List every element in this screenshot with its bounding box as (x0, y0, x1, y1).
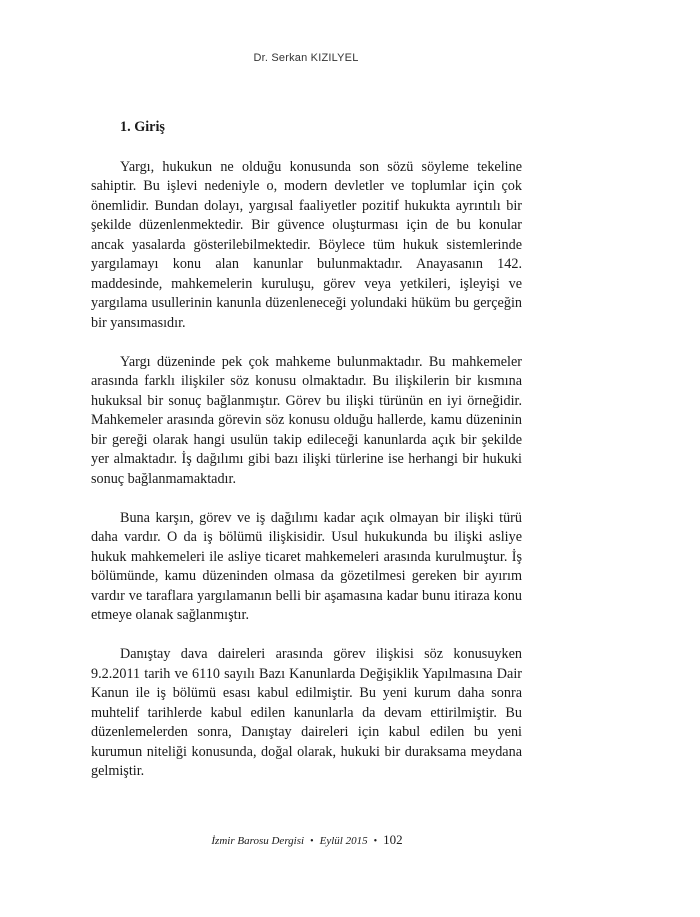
body-text (91, 118, 522, 801)
section-heading: 1. Giriş (120, 119, 165, 135)
footer-separator: • (373, 836, 378, 847)
paragraph-1: Yargı, hukukun ne olduğu konusunda son sözü söyleme tekeline sahiptir. Bu işlevi nedeniyle o, modern devletler ve toplumlar için çok önemlidir. Bundan dolayı, yargısal faaliyetler pozitif hukukta ayrıntılı bir şekilde düzenlenmektedir. Bir güvence oluşturması için de bu konular ancak yasalarda gösterilebilmektedir. Böylece tüm hukuk sistemlerinde yargılamayı konu alan kanunlar bulunmaktadır. Anayasanın 142. maddesinde, mahkemelerin kuruluşu, görev veya yetkileri, işleyişi ve yargılama usullerinin kanunla düzenleneceği yolundaki hüküm bu gerçeğin bir yansımasıdır. (91, 158, 522, 331)
running-header-author: Dr. Serkan KIZILYEL (253, 52, 359, 64)
paragraph-3: Buna karşın, görev ve iş dağılımı kadar açık olmayan bir ilişki türü daha vardır. O da iş bölümü ilişkisidir. Usul hukukunda bu ilişki asliye hukuk mahkemeleri ile asliye ticaret mahkemeleri arasında kurulmuştur. İş bölümünde, kamu düzeninden olmasa da gözetilmesi gereken bir ayırım vardır ve taraflara yargılamanın belli bir aşamasına kadar bunu itiraza konu etmeye olanak sağlanmıştır. (91, 509, 522, 623)
footer-separator: • (310, 836, 314, 847)
paragraph-2: Yargı düzeninde pek çok mahkeme bulunmaktadır. Bu mahkemeler arasında farklı ilişkiler söz konusu olmaktadır. Bu ilişkilerin bir kısmına hukuksal bir sonuç bağlanmıştır. Görev bu ilişki türünün en iyi örneğidir. Mahkemeler arasında görevin söz konusu olduğu hallerde, kamu düzeninin bir gereği olarak hangi usulün takip edileceği kanunlarda açık bir şekilde yer almaktadır. İş dağılımı gibi bazı ilişki türlerine ise herhangi bir hukuki sonuç bağlanmamaktadır. (91, 353, 522, 487)
footer-issue-date: Eylül 2015 (319, 835, 368, 847)
page-number: 102 (383, 832, 403, 847)
page-footer (0, 832, 614, 848)
footer-journal-name: İzmir Barosu Dergisi (211, 835, 305, 847)
paragraph-4: Danıştay dava daireleri arasında görev ilişkisi söz konusuyken 9.2.2011 tarih ve 6110 sayılı Bazı Kanunlarda Değişiklik Yapılmasına Dair Kanun ile iş bölümü esası kabul edilmiştir. Bu yeni kurum daha sonra muhtelif tarihlerde kabul edilen kanunlarla da devam ettirilmiştir. Bu düzenlemelerden sonra, Danıştay daireleri için kabul edilen bu yeni kurumun niteliği konusunda, doğal olarak, hukuki bir duraksama meydana gelmiştir. (91, 646, 522, 779)
